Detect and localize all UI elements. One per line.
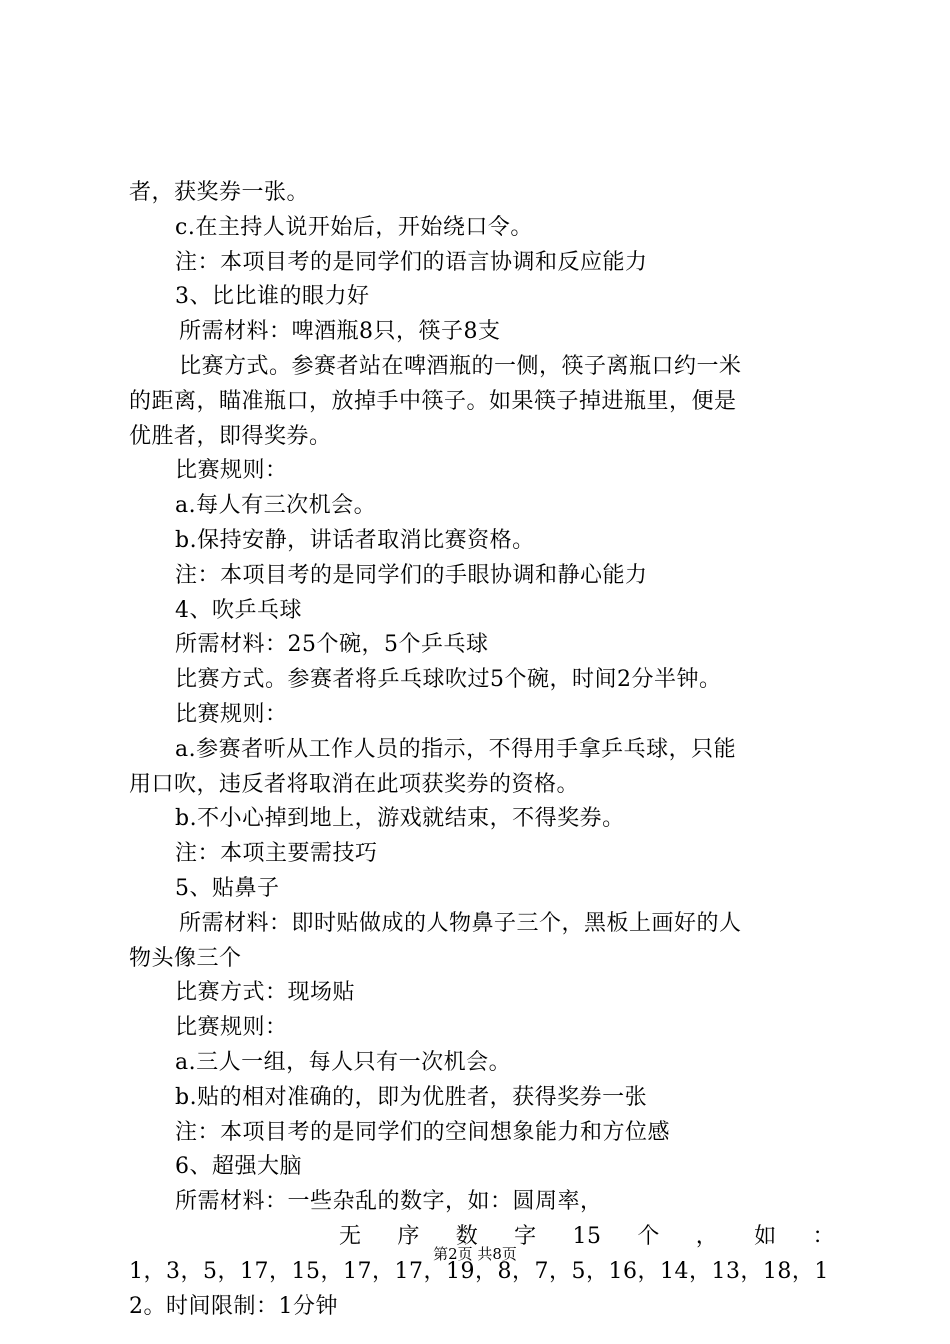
text-line: 4、吹乒乓球 [175, 597, 302, 623]
text-line: 所需材料：即时贴做成的人物鼻子三个，黑板上画好的人 [179, 910, 742, 936]
text-line: 5、贴鼻子 [175, 875, 280, 901]
text-line: b.贴的相对准确的，即为优胜者，获得奖券一张 [175, 1084, 648, 1110]
text-line: b.不小心掉到地上，游戏就结束，不得奖券。 [175, 806, 625, 832]
text-line: 3、比比谁的眼力好 [175, 284, 370, 310]
text-line: 注：本项目考的是同学们的语言协调和反应能力 [175, 249, 648, 275]
document-body [129, 176, 835, 1324]
text-line: 比赛规则： [175, 701, 288, 727]
text-line: a.三人一组，每人只有一次机会。 [175, 1049, 512, 1075]
text-line: 注：本项目考的是同学们的空间想象能力和方位感 [175, 1119, 671, 1145]
text-line: 1，3，5，17，15，17，17，19，8，7，5，16，14，13，18，1 [129, 1258, 829, 1284]
text-line: 物头像三个 [129, 945, 242, 971]
text-line: 注：本项主要需技巧 [175, 841, 378, 867]
text-fragment: 个 [637, 1223, 660, 1249]
text-line: a.参赛者听从工作人员的指示，不得用手拿乒乓球，只能 [175, 736, 737, 762]
text-fragment: 字 [514, 1223, 537, 1249]
text-fragment: 15 [572, 1223, 602, 1249]
text-line: 2。时间限制：1分钟 [129, 1293, 338, 1319]
text-fragment: 如 [754, 1223, 777, 1249]
text-line: 者，获奖券一张。 [129, 180, 310, 205]
text-line: 所需材料：25个碗，5个乒乓球 [175, 632, 489, 658]
text-line: b.保持安静，讲话者取消比赛资格。 [175, 527, 535, 553]
text-fragment: 无 [339, 1223, 362, 1249]
text-fragment: ， [695, 1223, 719, 1249]
text-line: c.在主持人说开始后，开始绕口令。 [175, 214, 533, 240]
text-fragment: ： [812, 1223, 835, 1249]
text-line: 注：本项目考的是同学们的手眼协调和静心能力 [175, 562, 648, 588]
text-line: 比赛方式。参赛者将乒乓球吹过5个碗，时间2分半钟。 [175, 667, 722, 693]
text-line: a.每人有三次机会。 [175, 493, 377, 519]
text-line: 6、超强大脑 [175, 1154, 302, 1180]
text-line: 用口吹，违反者将取消在此项获奖券的资格。 [129, 771, 580, 797]
text-line: 所需材料：啤酒瓶8只，筷子8支 [179, 319, 501, 345]
text-line: 所需材料：一些杂乱的数字，如：圆周率， [175, 1189, 603, 1215]
page-footer: 第2页 共8页 [433, 1245, 517, 1263]
text-line: 优胜者，即得奖券。 [129, 423, 332, 449]
text-line: 的距离，瞄准瓶口，放掉手中筷子。如果筷子掉进瓶里，便是 [129, 388, 737, 414]
text-line: 比赛方式：现场贴 [175, 980, 356, 1006]
text-fragment: 序 [397, 1223, 420, 1249]
text-line: 比赛方式。参赛者站在啤酒瓶的一侧，筷子离瓶口约一米 [179, 353, 742, 379]
text-line: 比赛规则： [175, 458, 288, 484]
text-line: 比赛规则： [175, 1015, 288, 1041]
text-fragment: 数 [455, 1223, 479, 1249]
